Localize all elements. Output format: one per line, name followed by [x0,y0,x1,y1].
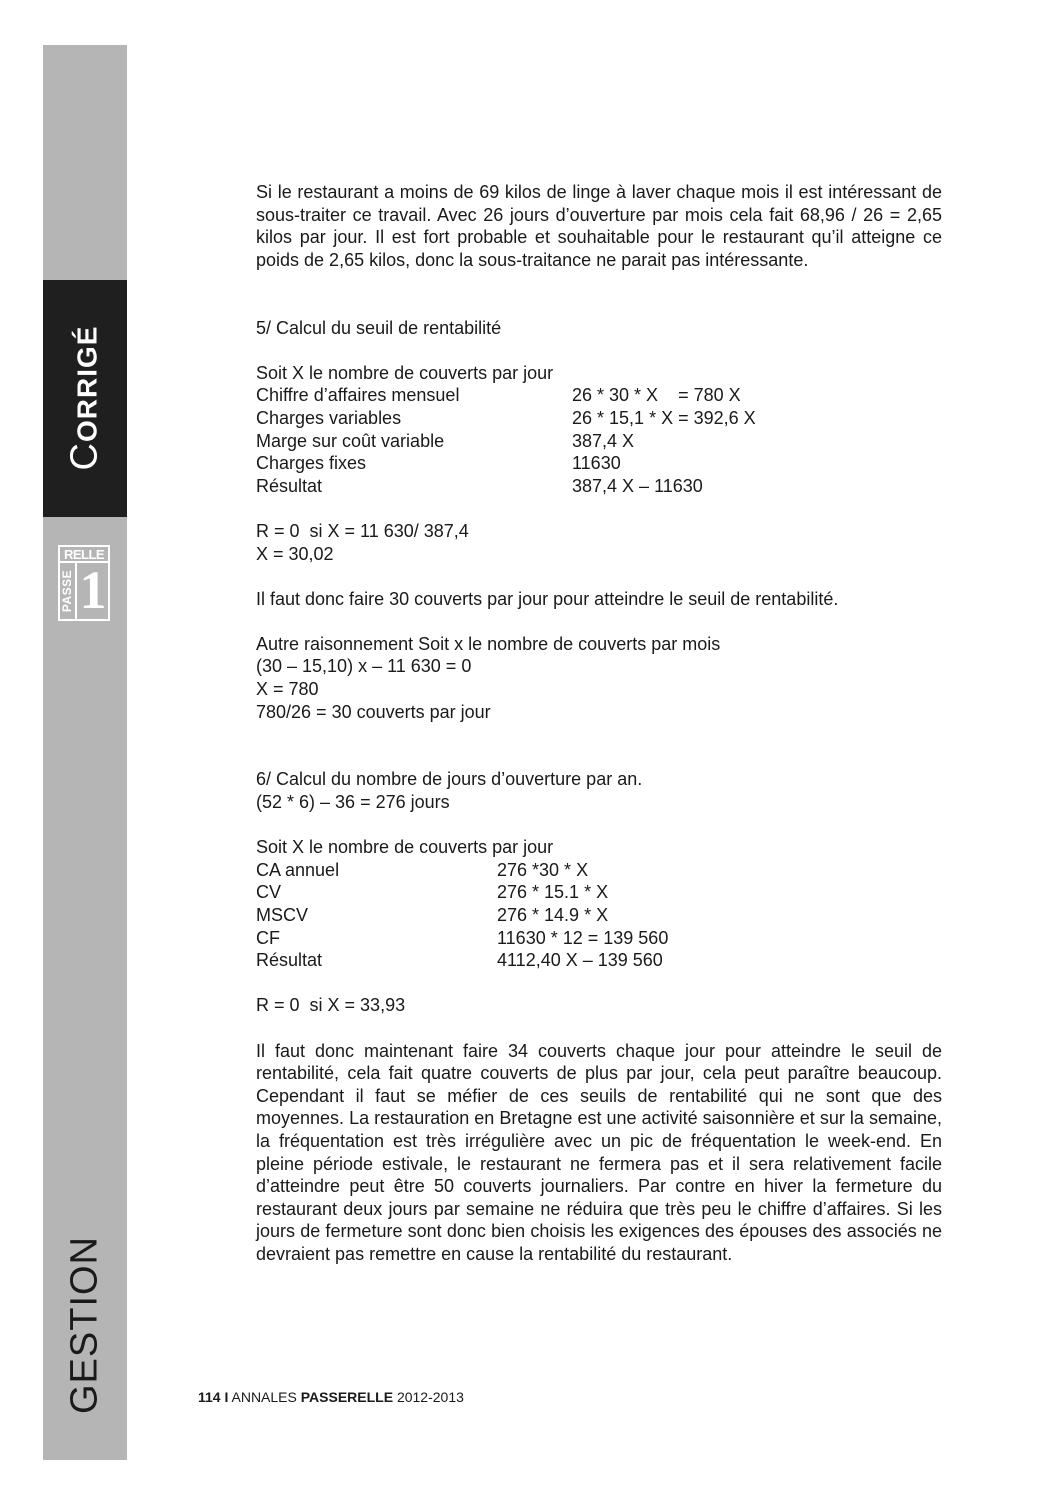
calc-label: Résultat [256,475,323,496]
alt-reasoning-line: X = 780 [256,679,319,700]
section-label-initial: C [63,442,106,471]
final-paragraph: Il faut donc maintenant faire 34 couverts chaque jour pour atteindre le seuil de rentabilité, cela fait quatre couverts de plus par jour, cela peut paraître beaucoup. Cependant il faut se méfier de ces seuils de rentabilité qui ne sont que des moyennes. La restauration en Bretagne est une activité saisonnière et sur la semaine, la fréquentation est très irrégulière avec un pic de fréquentation le week-end. En pleine période estivale, le restaurant ne fermera pas et il sera relativement facile d’atteindre peut être 50 couverts journaliers. Par contre en hiver la fermeture du restaurant deux jours par semaine ne réduira que très peu le chiffre d’affaires. Si les jours de fermeture sont donc bien choisis les exigences des épouses des associés ne devraient pas remettre en cause la rentabilité du restaurant. [256,1040,942,1264]
footer-years: 2012-2013 [396,1389,464,1405]
calc-label: Charges variables [256,407,402,428]
subject-label: GESTION [63,1235,106,1415]
page-number: 114 [198,1389,221,1405]
calc-row [256,407,942,430]
section5-conclusion: Il faut donc faire 30 couverts par jour pour atteindre le seuil de rentabilité. [256,588,839,609]
calc-row [256,949,942,972]
calc-row [256,430,942,453]
logo-top-text: RELLE [60,547,108,563]
calc-value: 276 * 14.9 * X [497,905,609,925]
calc-row [256,384,942,407]
calc-value: 387,4 X [572,430,635,451]
calc-label: Marge sur coût variable [256,430,445,451]
section6-days: (52 * 6) – 36 = 276 jours [256,792,450,813]
section6-title: 6/ Calcul du nombre de jours d’ouverture par an. [256,769,643,790]
calc-value: 4112,40 X – 139 560 [497,950,663,971]
footer-separator: I [224,1389,229,1405]
calc-row [256,881,942,904]
page-footer [198,1389,464,1405]
calc-row [256,452,942,475]
equation-r-zero: R = 0 si X = 11 630/ 387,4 [256,520,469,541]
section5-title: 5/ Calcul du seuil de rentabilité [256,317,502,338]
logo-side-text: PASSE [60,569,74,613]
section6-intro: Soit X le nombre de couverts par jour [256,837,554,858]
logo-number: 1 [79,560,107,620]
main-content [256,181,942,1266]
calc-label: MSCV [256,905,309,925]
calc-value: 11630 * 12 = 139 560 [497,927,669,948]
calc-label: CF [256,927,280,948]
section5-intro: Soit X le nombre de couverts par jour [256,362,554,383]
equation-r-zero-annual: R = 0 si X = 33,93 [256,995,406,1016]
calc-label: Charges fixes [256,453,367,474]
alt-reasoning-line: (30 – 15,10) x – 11 630 = 0 [256,656,472,677]
calc-row [256,904,942,927]
calc-label: Résultat [256,950,323,971]
calc-row [256,475,942,498]
footer-brand: PASSERELLE [300,1389,394,1405]
passerelle-logo [58,545,110,621]
calc-label: Chiffre d’affaires mensuel [256,385,460,406]
alt-reasoning-line: Autre raisonnement Soit x le nombre de couverts par mois [256,633,721,654]
calc-value: 276 * 15.1 * X [497,882,609,903]
alt-reasoning-line: 780/26 = 30 couverts par jour [256,701,491,722]
calc-row [256,859,942,882]
section-label [64,326,107,471]
equation-x-value: X = 30,02 [256,543,334,564]
calc-value: 387,4 X – 11630 [572,475,703,496]
section-label-rest: ORRIGÉ [71,325,103,443]
footer-label: ANNALES [231,1389,297,1405]
calc-value: 276 *30 * X [497,859,589,880]
calc-value: 26 * 30 * X = 780 X [572,385,741,406]
logo-side [60,563,77,619]
calc-label: CA annuel [256,859,340,880]
intro-paragraph: Si le restaurant a moins de 69 kilos de linge à laver chaque mois il est intéressant de sous-traiter ce travail. Avec 26 jours d’ouverture par mois cela fait 68,96 / 26 = 2,65 kilos par jour. Il est fort probable et souhaitable pour le restaurant qu’il atteigne ce poids de 2,65 kilos, donc la sous-traitance ne parait pas intéressante. [256,182,942,270]
calc-row [256,927,942,950]
calc-label: CV [256,882,282,903]
calc-value: 11630 [572,453,621,474]
calc-value: 26 * 15,1 * X = 392,6 X [572,407,756,428]
